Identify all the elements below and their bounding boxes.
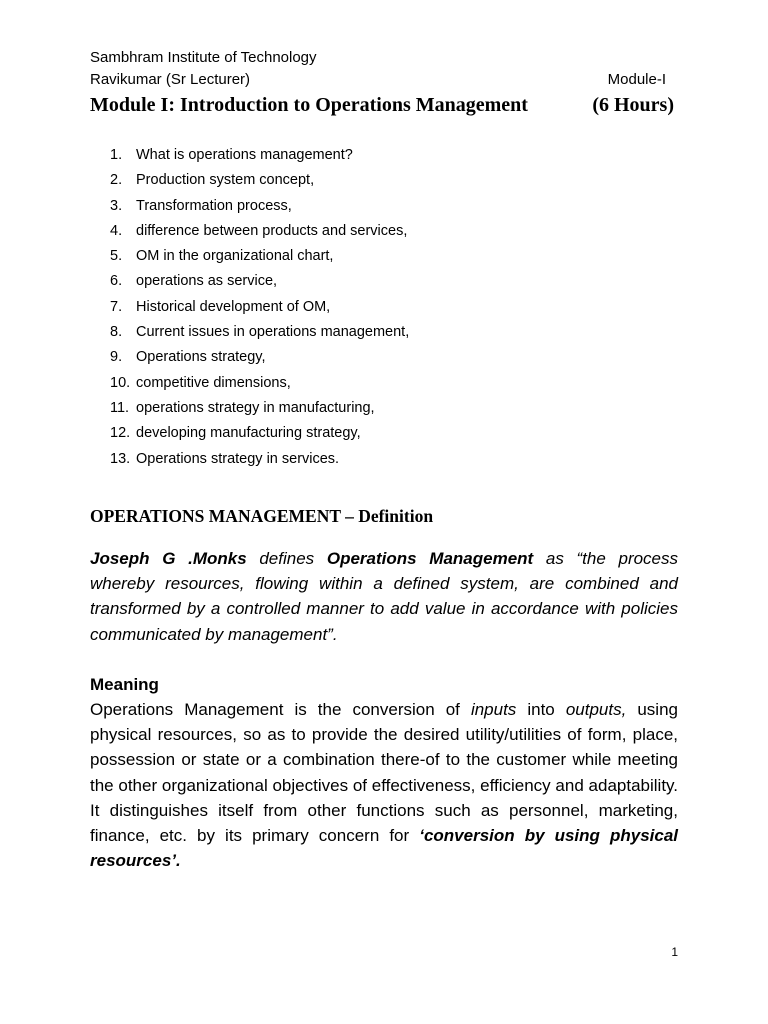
list-item [110, 169, 409, 194]
module-hours: (6 Hours) [592, 94, 674, 116]
list-item-number: 4. [110, 222, 123, 239]
list-item-text: Current issues in operations management, [136, 324, 410, 341]
list-item-text: Transformation process, [136, 197, 292, 214]
list-item-text: Operations strategy, [136, 349, 266, 366]
list-item [110, 195, 409, 220]
institute-name: Sambhram Institute of Technology [90, 49, 317, 66]
list-item [110, 245, 409, 270]
module-tag: Module-I [607, 71, 666, 88]
list-item-number: 1. [110, 147, 123, 163]
list-item [110, 296, 409, 321]
list-item-number: 13. [110, 450, 131, 467]
definition-author: Joseph G .Monks [90, 549, 247, 568]
list-item [110, 220, 409, 245]
list-item [110, 372, 409, 397]
list-item-number: 10. [110, 374, 131, 391]
lecturer-name: Ravikumar (Sr Lecturer) [90, 71, 251, 88]
meaning-text-3: using physical resources, so as to provide the desired utility/utilities of form, place, possession or state or a combination there-of to the customer while meeting the other organizational objectives of effectiveness, efficiency and adaptability. It distinguishes itself from other functions such as personnel, marketing, finance, etc. by its primary concern for [90, 700, 678, 846]
list-item [110, 346, 409, 371]
page-title: Module I: Introduction to Operations Management [90, 94, 528, 116]
meaning-key-phrase: ‘conversion by using physical resources’. [90, 826, 678, 871]
list-item-number: 3. [110, 197, 123, 214]
list-item-text: Operations strategy in services. [136, 450, 340, 467]
list-item [110, 422, 409, 447]
list-item-number: 12. [110, 425, 131, 442]
list-item-text: Historical development of OM, [136, 298, 331, 315]
document-page [90, 0, 678, 1024]
list-item-number: 9. [110, 349, 123, 366]
definition-heading: OPERATIONS MANAGEMENT – Definition [90, 506, 434, 526]
list-item-number: 6. [110, 273, 123, 290]
meaning-text-2: into [516, 700, 566, 719]
definition-term: Operations Management [326, 549, 534, 568]
list-item-number: 5. [110, 248, 123, 265]
list-item-number: 2. [110, 172, 123, 189]
list-item-text: OM in the organizational chart, [136, 248, 334, 265]
list-item-text: competitive dimensions, [136, 374, 291, 391]
list-item-text: developing manufacturing strategy, [136, 425, 361, 442]
definition-paragraph [90, 546, 678, 647]
list-item-text: operations strategy in manufacturing, [136, 399, 375, 416]
list-item [110, 144, 409, 169]
list-item [110, 397, 409, 422]
list-item-number: 7. [110, 298, 123, 315]
list-item-text: difference between products and services, [136, 222, 408, 239]
topic-list [110, 144, 409, 473]
list-item [110, 321, 409, 346]
meaning-text-1: Operations Management is the conversion of [90, 700, 471, 719]
definition-verb: defines [246, 549, 327, 568]
meaning-emphasis-outputs: outputs, [565, 700, 627, 719]
meaning-heading: Meaning [90, 675, 159, 694]
list-item [110, 448, 409, 473]
meaning-emphasis-inputs: inputs [470, 700, 517, 719]
meaning-paragraph [90, 697, 678, 873]
list-item-number: 11. [110, 399, 130, 416]
list-item-number: 8. [110, 324, 123, 341]
page-title-row [90, 91, 678, 119]
definition-quote: as “the process whereby resources, flowing within a defined system, are combined and transformed by a controlled manner to add value in accordance with policies communicated by management”. [90, 549, 679, 644]
page-number: 1 [671, 945, 678, 959]
list-item-text: What is operations management? [136, 147, 353, 163]
list-item [110, 270, 409, 295]
list-item-text: Production system concept, [136, 172, 315, 189]
list-item-text: operations as service, [136, 273, 278, 290]
